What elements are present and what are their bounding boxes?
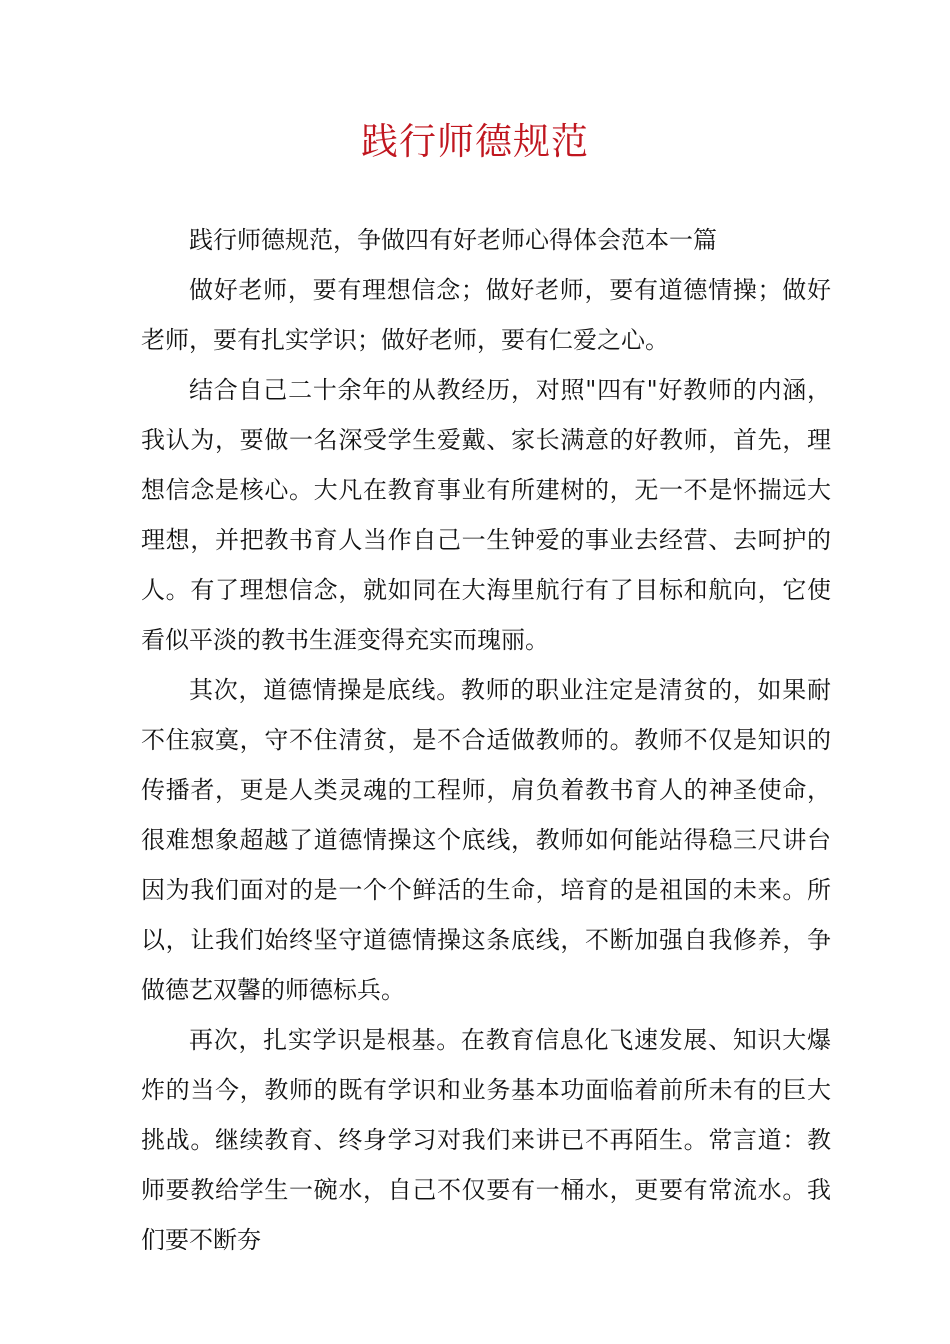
document-body [141, 215, 831, 1265]
paragraph-morality: 其次，道德情操是底线。教师的职业注定是清贫的，如果耐不住寂寞，守不住清贫，是不合适做教师的。教师不仅是知识的传播者，更是人类灵魂的工程师，肩负着教书育人的神圣使命，很难想象超越了道德情操这个底线，教师如何能站得稳三尺讲台因为我们面对的是一个个鲜活的生命，培育的是祖国的未来。所以，让我们始终坚守道德情操这条底线，不断加强自我修养，争做德艺双馨的师德标兵。 [141, 676, 831, 1004]
paragraph-knowledge: 再次，扎实学识是根基。在教育信息化飞速发展、知识大爆炸的当今，教师的既有学识和业务基本功面临着前所未有的巨大挑战。继续教育、终身学习对我们来讲已不再陌生。常言道：教师要教给学生一碗水，自己不仅要有一桶水，更要有常流水。我们要不断夯 [141, 1026, 831, 1254]
paragraph-subtitle: 践行师德规范，争做四有好老师心得体会范本一篇 [189, 226, 717, 254]
document-title: 践行师德规范 [361, 120, 589, 163]
paragraph-ideals: 结合自己二十余年的从教经历，对照"四有"好教师的内涵，我认为，要做一名深受学生爱戴、家长满意的好教师，首先，理想信念是核心。大凡在教育事业有所建树的，无一不是怀揣远大理想，并把教书育人当作自己一生钟爱的事业去经营、去呵护的人。有了理想信念，就如同在大海里航行有了目标和航向，它使看似平淡的教书生涯变得充实而瑰丽。 [141, 376, 831, 654]
paragraph-intro: 做好老师，要有理想信念；做好老师，要有道德情操；做好老师，要有扎实学识；做好老师，要有仁爱之心。 [141, 276, 831, 354]
